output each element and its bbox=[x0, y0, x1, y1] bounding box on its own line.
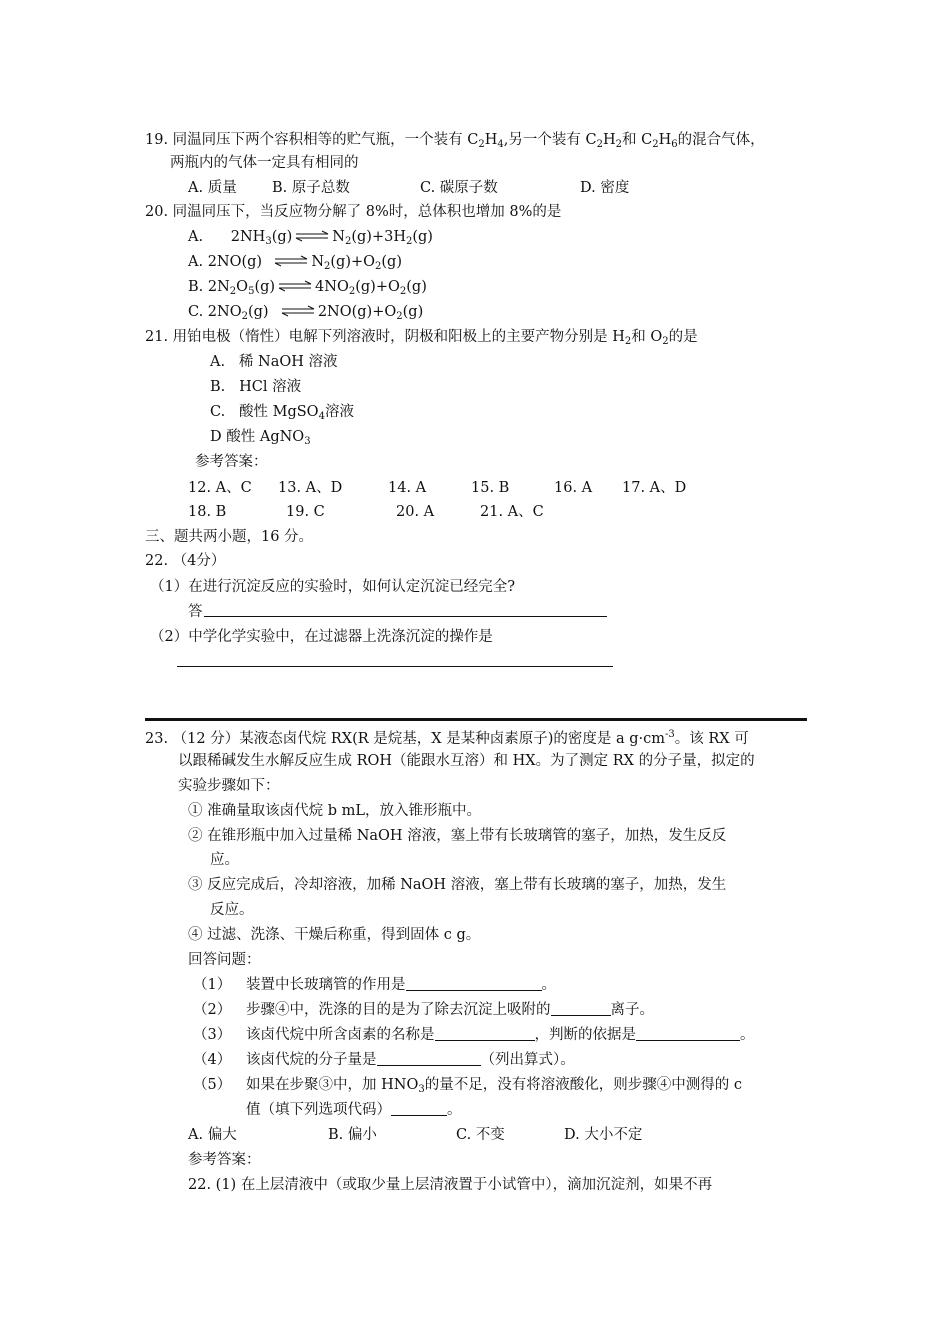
q23-line2: 以跟稀碱发生水解反应生成 ROH（能跟水互溶）和 HX。为了测定 RX 的分子量，拟定的 bbox=[178, 753, 755, 769]
q23-step3: ③ 反应完成后，冷却溶液，加稀 NaOH 溶液，塞上带有长玻璃的塞子，加热，发生 bbox=[188, 877, 727, 893]
q19-line1: 19. 同温同压下两个容积相等的贮气瓶，一个装有 $C_2H_4$,另一个装有 $C_2H_2$和 $C_2H_6$的混合气体， bbox=[145, 132, 765, 150]
fill-blank bbox=[377, 1051, 481, 1066]
fill-blank bbox=[406, 976, 542, 991]
answer-15: 15. B bbox=[471, 480, 510, 496]
q20-option-c: C. $2NO_2(g)$ $2NO(g)+O_2(g)$ bbox=[188, 304, 424, 322]
answer-12: 12. A、C bbox=[188, 480, 252, 496]
q23-step1: ① 准确量取该卤代烷 b mL，放入锥形瓶中。 bbox=[188, 803, 481, 819]
answer-22: 22. (1) 在上层清液中（或取少量上层清液置于小试管中），滴加沉淀剂，如果不再 bbox=[188, 1177, 713, 1193]
answer-19: 19. C bbox=[286, 504, 325, 520]
answer-18: 18. B bbox=[188, 504, 227, 520]
q23-option-a: A. 偏大 bbox=[188, 1127, 237, 1143]
answer-21: 21. A、C bbox=[480, 504, 544, 520]
q23-step3-cont: 反应。 bbox=[210, 902, 254, 918]
q23-q2-num: （2） bbox=[193, 1002, 232, 1018]
equilibrium-arrow-icon bbox=[274, 255, 308, 267]
q20-option-b: B. $2N_2O_5(g)$ $4NO_2(g)+O_2(g)$ bbox=[188, 279, 427, 297]
equilibrium-arrow-icon bbox=[281, 305, 315, 317]
q22-part1: （1）在进行沉淀反应的实验时，如何认定沉淀已经完全? bbox=[150, 579, 515, 595]
q23-q4-num: （4） bbox=[193, 1052, 232, 1068]
answers-title-2: 参考答案： bbox=[188, 1152, 261, 1168]
q19-option-b: B. 原子总数 bbox=[272, 180, 350, 196]
q23-q1: 装置中长玻璃管的作用是 。 bbox=[246, 977, 556, 993]
q21-stem: 21. 用铂电极（惰性）电解下列溶液时，阴极和阳极上的主要产物分别是 $H_2$和 $O_2$的是 bbox=[145, 329, 698, 347]
answer-line bbox=[177, 666, 613, 667]
q23-option-d: D. 大小不定 bbox=[564, 1127, 643, 1143]
q22-head: 22. （4分） bbox=[145, 553, 226, 569]
q21-option-b: B. HCl 溶液 bbox=[210, 379, 302, 395]
q23-step2-cont: 应。 bbox=[210, 852, 239, 868]
equilibrium-arrow-icon bbox=[278, 280, 312, 292]
answer-13: 13. A、D bbox=[278, 480, 343, 496]
q23-line1: 23. （12 分）某液态卤代烷 RX(R 是烷基，X 是某种卤素原子)的密度是 a $g\cdot cm^{-3}$。该 RX 可 bbox=[145, 729, 749, 747]
q23-q3: 该卤代烷中所含卤素的名称是 ，判断的依据是 。 bbox=[246, 1027, 755, 1043]
q20-stem: 20. 同温同压下，当反应物分解了 8%时，总体积也增加 8%的是 bbox=[145, 204, 562, 220]
answer-14: 14. A bbox=[388, 480, 427, 496]
q23-q1-num: （1） bbox=[193, 977, 232, 993]
q23-option-c: C. 不变 bbox=[456, 1127, 505, 1143]
q23-q3-num: （3） bbox=[193, 1027, 232, 1043]
q21-option-d: D 酸性 AgNO$_3$ bbox=[210, 429, 311, 447]
equilibrium-arrow-icon bbox=[295, 230, 329, 242]
answer-17: 17. A、D bbox=[622, 480, 687, 496]
q23-q2: 步骤④中，洗涤的目的是为了除去沉淀上吸附的 离子。 bbox=[246, 1002, 654, 1018]
q20-option-a2: A. 2NO(g) $N_2(g)+O_2(g)$ bbox=[188, 254, 402, 272]
q23-q5: 如果在步聚③中，加 $HNO_3$的量不足，没有将溶液酸化，则步骤④中测得的 c bbox=[246, 1077, 742, 1095]
answer-16: 16. A bbox=[554, 480, 593, 496]
q22-answer-label: 答 bbox=[188, 604, 203, 620]
q23-line3: 实验步骤如下： bbox=[178, 778, 280, 794]
q19-option-d: D. 密度 bbox=[580, 180, 630, 196]
q23-option-b: B. 偏小 bbox=[328, 1127, 377, 1143]
section-divider bbox=[145, 718, 807, 721]
q23-step4: ④ 过滤、洗涤、干燥后称重，得到固体 c g。 bbox=[188, 927, 481, 943]
q22-part2: （2）中学化学实验中，在过滤器上洗涤沉淀的操作是 bbox=[150, 629, 493, 645]
q23-step2: ② 在锥形瓶中加入过量稀 NaOH 溶液，塞上带有长玻璃管的塞子，加热，发生反反 bbox=[188, 828, 727, 844]
q19-option-c: C. 碳原子数 bbox=[420, 180, 498, 196]
q19-option-a: A. 质量 bbox=[188, 180, 237, 196]
section-heading: 三、题共两小题，16 分。 bbox=[145, 529, 314, 545]
q23-questions-head: 回答问题： bbox=[188, 952, 261, 968]
q23-q5-cont: 值（填下列选项代码） 。 bbox=[246, 1102, 462, 1118]
q20-option-a1: A. $2NH_3(g)$ $N_2(g)+3H_2(g)$ bbox=[188, 229, 433, 247]
answers-title: 参考答案： bbox=[195, 454, 268, 470]
q21-option-a: A. 稀 NaOH 溶液 bbox=[210, 354, 338, 370]
q21-option-c: C. 酸性 MgSO$_4$溶液 bbox=[210, 404, 354, 422]
q19-line2: 两瓶内的气体一定具有相同的 bbox=[170, 155, 359, 171]
q23-q5-num: （5） bbox=[193, 1077, 232, 1093]
q23-q4: 该卤代烷的分子量是 （列出算式）。 bbox=[246, 1052, 575, 1068]
answer-line bbox=[204, 616, 607, 617]
fill-blank bbox=[551, 1001, 611, 1016]
fill-blank bbox=[391, 1101, 447, 1116]
fill-blank bbox=[435, 1026, 535, 1041]
answer-20: 20. A bbox=[396, 504, 435, 520]
fill-blank bbox=[636, 1026, 740, 1041]
